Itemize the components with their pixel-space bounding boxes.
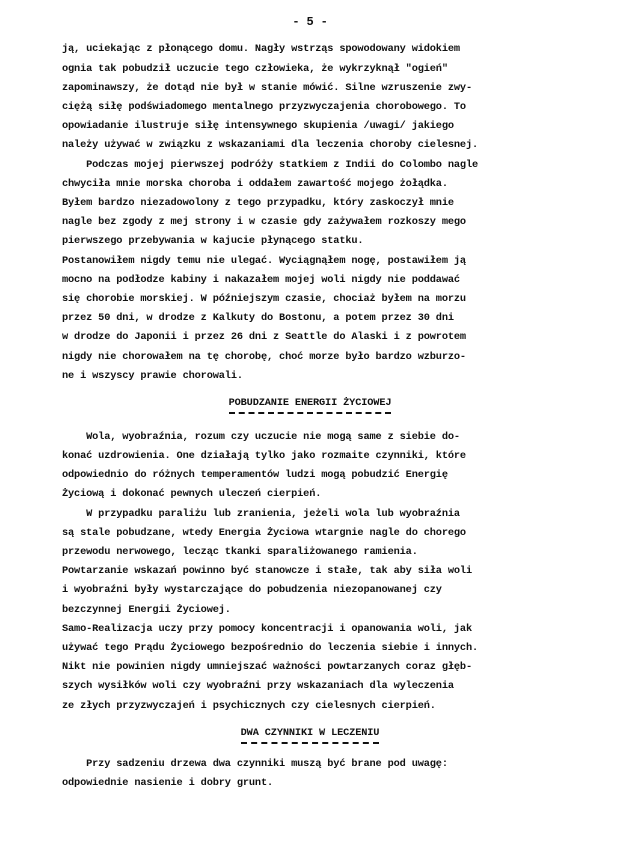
text-line: ciężą siłę podświadomego mentalnego przyzwyczajenia chorobowego. To <box>62 101 466 113</box>
text-line: bezczynnej Energii Życiowej. <box>62 604 231 616</box>
text-line: szych wysiłków woli czy wyobraźni przy wskazaniach dla wyleczenia <box>62 680 454 692</box>
text-line: Wola, wyobraźnia, rozum czy uczucie nie mogą same z siebie do- <box>62 431 460 443</box>
text-line: W przypadku paraliżu lub zranienia, jeżeli wola lub wyobraźnia <box>62 508 460 520</box>
text-line: zapominawszy, że dotąd nie był w stanie mówić. Silne wzruszenie zwy- <box>62 82 472 94</box>
text-line: ją, uciekając z płonącego domu. Nagły wstrząs spowodowany widokiem <box>62 43 460 55</box>
section-heading <box>0 726 620 744</box>
text-line: mocno na podłodze kabiny i nakazałem mojej woli nigdy nie poddawać <box>62 274 460 286</box>
text-line: Życiową i dokonać pewnych uleczeń cierpień. <box>62 488 322 500</box>
text-line: nagle bez zgody z mej strony i w czasie gdy zażywałem rozkoszy mego <box>62 216 466 228</box>
section-heading-text: POBUDZANIE ENERGII ŻYCIOWEJ <box>229 396 392 414</box>
text-line: nigdy nie chorowałem na tę chorobę, choć morze było bardzo wzburzo- <box>62 351 466 363</box>
section-heading-text: DWA CZYNNIKI W LECZENIU <box>241 726 380 744</box>
text-line: Przy sadzeniu drzewa dwa czynniki muszą być brane pod uwagę: <box>62 758 448 770</box>
text-line: pierwszego przebywania w kajucie płynącego statku. <box>62 235 364 247</box>
text-line: Powtarzanie wskazań powinno być stanowcze i stałe, tak aby siła woli <box>62 565 472 577</box>
text-line: należy używać w związku z wskazaniami dla leczenia choroby cielesnej. <box>62 139 479 151</box>
text-line: w drodze do Japonii i przez 26 dni z Seattle do Alaski i z powrotem <box>62 331 466 343</box>
text-line: używać tego Prądu Życiowego bezpośrednio do leczenia siebie i innych. <box>62 642 479 654</box>
text-line: ze złych przyzwyczajeń i psychicznych czy cielesnych cierpień. <box>62 700 436 712</box>
text-line: odpowiednio do różnych temperamentów ludzi mogą pobudzić Energię <box>62 469 448 481</box>
text-line: odpowiednie nasienie i dobry grunt. <box>62 777 274 789</box>
text-line: Nikt nie powinien nigdy umniejszać ważności powtarzanych coraz głęb- <box>62 661 472 673</box>
text-line: Postanowiłem nigdy temu nie ulegać. Wyciągnąłem nogę, postawiłem ją <box>62 255 466 267</box>
text-line: ognia tak pobudził uczucie tego człowieka, że wykrzyknął "ogień" <box>62 63 448 75</box>
text-line: konać uzdrowienia. One działają tylko jako rozmaite czynniki, które <box>62 450 466 462</box>
text-line: Byłem bardzo niezadowolony z tego przypadku, który zaskoczył mnie <box>62 197 454 209</box>
text-line: ne i wszyscy prawie chorowali. <box>62 370 243 382</box>
text-line: chwyciła mnie morska choroba i oddałem zawartość mojego żołądka. <box>62 178 448 190</box>
text-line: i wyobraźni były wystarczające do pobudzenia niezopanowanej czy <box>62 584 442 596</box>
page-number: - 5 - <box>292 15 328 29</box>
text-line: opowiadanie ilustruje siłę intensywnego skupienia /uwagi/ jakiego <box>62 120 454 132</box>
text-line: przewodu nerwowego, lecząc tkanki sparaliżowanego ramienia. <box>62 546 418 558</box>
text-line: są stale pobudzane, wtedy Energia Życiowa wtargnie nagle do chorego <box>62 527 466 539</box>
section-heading <box>0 396 620 414</box>
text-line: się chorobie morskiej. W późniejszym czasie, chociaż byłem na morzu <box>62 293 466 305</box>
text-line: Podczas mojej pierwszej podróży statkiem z Indii do Colombo nagle <box>62 159 479 171</box>
text-line: przez 50 dni, w drodze z Kalkuty do Bostonu, a potem przez 30 dni <box>62 312 454 324</box>
text-line: Samo-Realizacja uczy przy pomocy koncentracji i opanowania woli, jak <box>62 623 472 635</box>
